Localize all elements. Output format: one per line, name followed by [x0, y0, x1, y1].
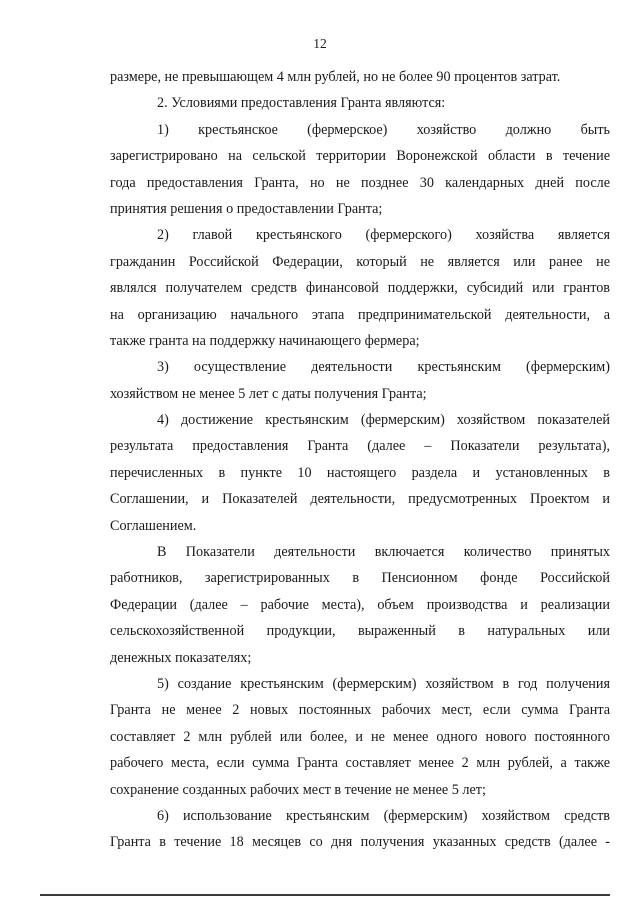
text-line: зарегистрировано на сельской территории Воронежской области в течение — [110, 148, 610, 165]
text-line: 1) крестьянское (фермерское) хозяйство должно быть — [157, 121, 610, 138]
text-line: 3) осуществление деятельности крестьянским (фермерским) — [157, 359, 610, 376]
page-number: 12 — [313, 36, 327, 51]
text-line: работников, зарегистрированных в Пенсионном фонде Российской — [110, 570, 610, 587]
text-line: хозяйством не менее 5 лет с даты получения Гранта; — [110, 385, 427, 402]
text-line: сельскохозяйственной продукции, выраженный в натуральных или — [110, 623, 610, 640]
text-line: 2. Условиями предоставления Гранта являются: — [157, 95, 446, 112]
text-line: сохранение созданных рабочих мест в течение не менее 5 лет; — [110, 781, 486, 798]
text-line: гражданин Российской Федерации, который не является или ранее не — [110, 253, 610, 270]
text-line: 2) главой крестьянского (фермерского) хозяйства является — [157, 227, 610, 244]
document-body — [110, 64, 610, 856]
text-line: Гранта в течение 18 месяцев со дня получения указанных средств (далее - — [110, 834, 610, 851]
text-line: принятия решения о предоставлении Гранта; — [110, 200, 383, 217]
text-line: на организацию начального этапа предпринимательской деятельности, а — [110, 306, 610, 323]
text-line: результата предоставления Гранта (далее – Показатели результата), — [110, 438, 610, 455]
text-line: 5) создание крестьянским (фермерским) хозяйством в год получения — [157, 675, 610, 692]
text-line: денежных показателях; — [110, 649, 252, 666]
text-line: также гранта на поддержку начинающего фермера; — [110, 332, 420, 349]
text-line: 4) достижение крестьянским (фермерским) хозяйством показателей — [157, 412, 610, 429]
text-line: составляет 2 млн рублей или более, и не менее одного нового постоянного — [110, 728, 610, 745]
text-line: Соглашении, и Показателей деятельности, предусмотренных Проектом и — [110, 491, 610, 508]
text-line: Соглашением. — [110, 517, 197, 534]
text-line: года предоставления Гранта, но не позднее 30 календарных дней после — [110, 174, 610, 191]
text-line: Гранта не менее 2 новых постоянных рабочих мест, если сумма Гранта — [110, 702, 610, 719]
text-line: являлся получателем средств финансовой поддержки, субсидий или грантов — [110, 280, 610, 297]
text-line: 6) использование крестьянским (фермерским) хозяйством средств — [157, 807, 610, 824]
text-line: Федерации (далее – рабочие места), объем производства и реализации — [110, 596, 610, 613]
page-bottom-rule — [40, 894, 610, 896]
text-line: перечисленных в пункте 10 настоящего раздела и установленных в — [110, 464, 610, 481]
text-line: рабочего места, если сумма Гранта составляет менее 2 млн рублей, а также — [110, 755, 610, 772]
text-line: В Показатели деятельности включается количество принятых — [157, 544, 610, 561]
text-line: размере, не превышающем 4 млн рублей, но не более 90 процентов затрат. — [110, 69, 561, 85]
